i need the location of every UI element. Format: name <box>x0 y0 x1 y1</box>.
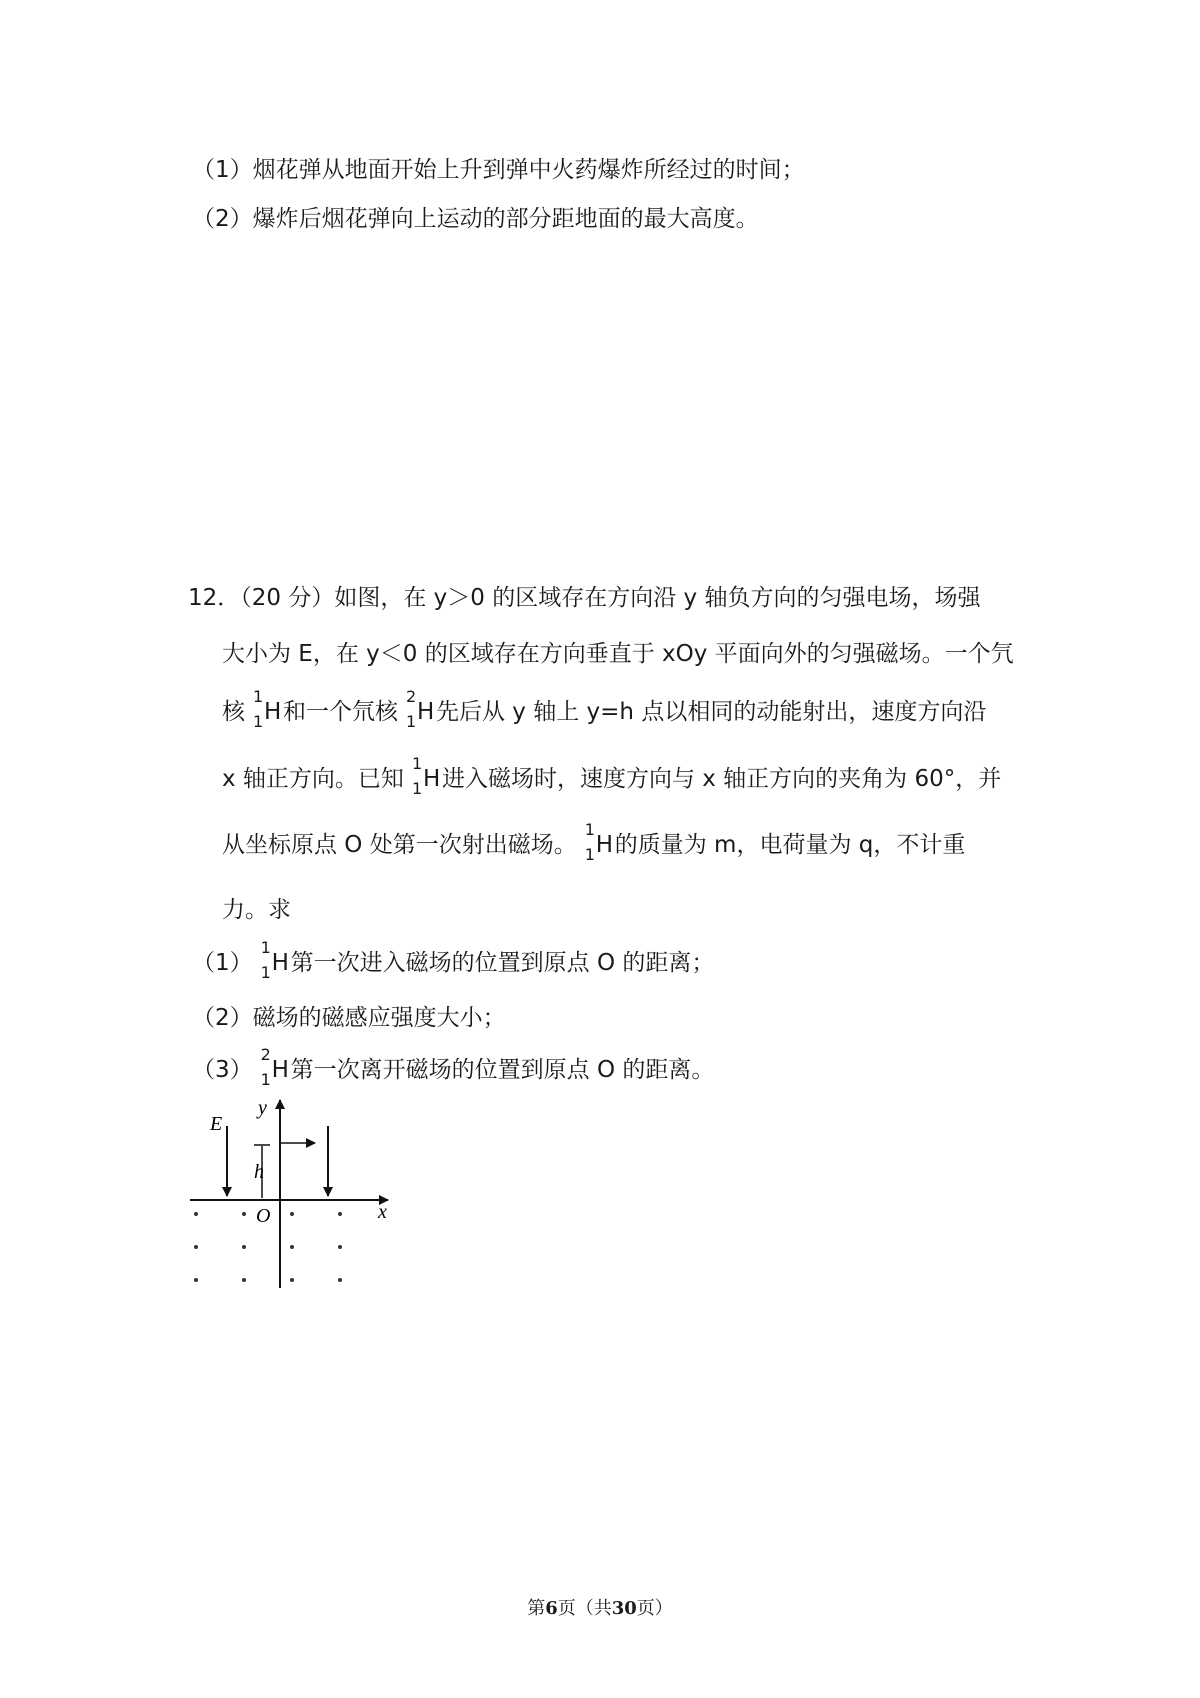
page-footer: 第6页（共30页） <box>527 1598 673 1619</box>
problem-12-line-1: 12．（20 分）如图，在 y＞0 的区域存在方向沿 y 轴负方向的匀强电场，场强 <box>188 585 981 611</box>
protium-symbol: 1 1 H <box>411 754 441 798</box>
sub-question-1: （1） 1 1 H 第一次进入磁场的位置到原点 O 的距离； <box>192 938 715 982</box>
page-total: 30 <box>611 1598 637 1619</box>
protium-symbol: 1 1 H <box>253 687 282 731</box>
page-number: 6 <box>545 1598 558 1619</box>
deuterium-symbol: 2 1 H <box>406 687 435 731</box>
prev-question-1: （1）烟花弹从地面开始上升到弹中火药爆炸所经过的时间； <box>192 157 805 183</box>
problem-12-line-5: 从坐标原点 O 处第一次射出磁场。 1 1 H 的质量为 m，电荷量为 q，不计重 <box>222 820 966 864</box>
field-label-e: E <box>210 1113 223 1135</box>
problem-12-line-3: 核 1 1 H 和一个氘核 2 1 H 先后从 y 轴上 y=h 点以相同的动能射出，速度方向沿 <box>222 687 987 731</box>
sub-question-2: （2）磁场的磁感应强度大小； <box>192 1005 506 1031</box>
problem-12-line-4: x 轴正方向。已知 1 1 H 进入磁场时，速度方向与 x 轴正方向的夹角为 60°，并 <box>222 754 1002 798</box>
deuterium-symbol: 2 1 H <box>260 1045 289 1089</box>
h-label: h <box>254 1161 264 1183</box>
protium-symbol: 1 1 H <box>584 820 614 864</box>
x-axis-label: x <box>378 1201 387 1223</box>
prev-question-2: （2）爆炸后烟花弹向上运动的部分距地面的最大高度。 <box>192 206 759 232</box>
y-axis-label: y <box>258 1097 267 1119</box>
problem-12-line-6: 力。求 <box>222 897 291 923</box>
problem-12-line-2: 大小为 E，在 y＜0 的区域存在方向垂直于 xOy 平面向外的匀强磁场。一个氕 <box>222 641 1014 667</box>
protium-symbol: 1 1 H <box>260 938 289 982</box>
origin-label: O <box>256 1205 271 1227</box>
field-diagram <box>180 1090 400 1290</box>
sub-question-3: （3） 2 1 H 第一次离开磁场的位置到原点 O 的距离。 <box>192 1045 715 1089</box>
